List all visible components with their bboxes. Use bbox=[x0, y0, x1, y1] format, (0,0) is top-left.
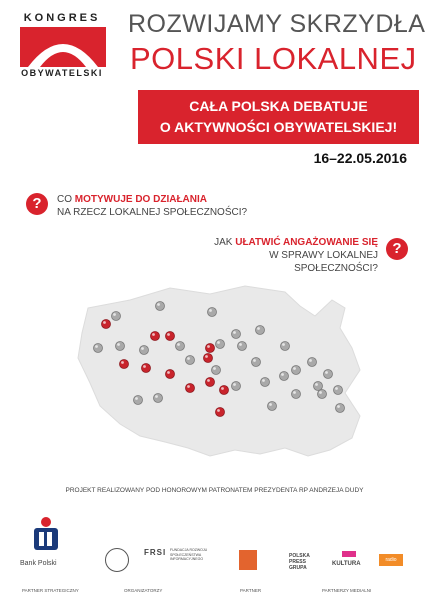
patronage-text: PROJEKT REALIZOWANY POD HONOROWYM PATRONATEM PREZYDENTA RP ANDRZEJA DUDY bbox=[65, 487, 364, 494]
question-1-pre: CO bbox=[57, 194, 75, 205]
map-pin-red bbox=[166, 332, 175, 341]
map-pin-highlight bbox=[209, 309, 212, 312]
map-pin-highlight bbox=[205, 355, 208, 358]
map-pin-grey bbox=[232, 382, 241, 391]
map-pin-highlight bbox=[309, 359, 312, 362]
map-pin-grey bbox=[314, 382, 323, 391]
map-pin-red bbox=[151, 332, 160, 341]
headline-line2: POLSKI LOKALNEJ bbox=[130, 41, 417, 76]
bank-name: Bank Polski bbox=[20, 560, 57, 567]
map-pin-highlight bbox=[233, 331, 236, 334]
map-pin-highlight bbox=[143, 365, 146, 368]
map-pin-highlight bbox=[217, 341, 220, 344]
radio-logo: radio bbox=[379, 554, 403, 566]
map-pin-highlight bbox=[337, 405, 340, 408]
map-pin-grey bbox=[324, 370, 333, 379]
map-pin-grey bbox=[186, 356, 195, 365]
map-pin-highlight bbox=[167, 371, 170, 374]
logo-arch-icon bbox=[20, 27, 106, 67]
map-pin-grey bbox=[134, 396, 143, 405]
caption-strategic: PARTNER STRATEGICZNY bbox=[22, 588, 79, 593]
question-1-line2: NA RZECZ LOKALNEJ SPOŁECZNOŚCI? bbox=[57, 207, 248, 218]
map-pin-grey bbox=[216, 340, 225, 349]
caption-organizers: ORGANIZATORZY bbox=[124, 588, 163, 593]
map-pin-grey bbox=[292, 366, 301, 375]
headline-line1: ROZWIJAMY SKRZYDŁA bbox=[128, 10, 426, 38]
banner-line1: CAŁA POLSKA DEBATUJE bbox=[189, 98, 368, 114]
question-2-pre: JAK bbox=[214, 237, 236, 248]
banner-line2: O AKTYWNOŚCI OBYWATELSKIEJ! bbox=[159, 119, 398, 135]
map-pin-grey bbox=[280, 372, 289, 381]
map-pin-red bbox=[120, 360, 129, 369]
map-pin-highlight bbox=[152, 333, 155, 336]
map-pin-red bbox=[204, 354, 213, 363]
map-pin-highlight bbox=[167, 333, 170, 336]
map-pin-highlight bbox=[121, 361, 124, 364]
pko-piggy-icon bbox=[30, 516, 62, 552]
map-pin-red bbox=[102, 320, 111, 329]
map-pin-grey bbox=[212, 366, 221, 375]
map-pin-highlight bbox=[293, 391, 296, 394]
map-pin-highlight bbox=[113, 313, 116, 316]
map-pin-red bbox=[166, 370, 175, 379]
map-pin-red bbox=[220, 386, 229, 395]
map-pin-grey bbox=[154, 394, 163, 403]
map-pin-highlight bbox=[253, 359, 256, 362]
map-pin-highlight bbox=[187, 357, 190, 360]
map-pin-red bbox=[142, 364, 151, 373]
frsi-sub: FUNDACJA ROZWOJU SPOŁECZEŃSTWA INFORMACYJNEGO bbox=[170, 548, 208, 561]
map-pin-highlight bbox=[187, 385, 190, 388]
question-mark-icon: ? bbox=[26, 193, 48, 215]
kultura-mark-icon bbox=[342, 551, 356, 557]
pko-logo bbox=[30, 516, 62, 552]
map-pin-grey bbox=[292, 390, 301, 399]
map-pin-grey bbox=[308, 358, 317, 367]
map-pin-highlight bbox=[269, 403, 272, 406]
map-pin-grey bbox=[156, 302, 165, 311]
map-pin-highlight bbox=[117, 343, 120, 346]
map-pin-highlight bbox=[335, 387, 338, 390]
question-2-line2: W SPRAWY LOKALNEJ SPOŁECZNOŚCI? bbox=[269, 250, 378, 274]
map-pin-highlight bbox=[177, 343, 180, 346]
map-pin-highlight bbox=[217, 409, 220, 412]
map-pin-grey bbox=[268, 402, 277, 411]
map-pin-grey bbox=[116, 342, 125, 351]
map-pin-highlight bbox=[239, 343, 242, 346]
map-pin-highlight bbox=[262, 379, 265, 382]
map-pin-highlight bbox=[141, 347, 144, 350]
map-pin-grey bbox=[252, 358, 261, 367]
map-pin-grey bbox=[281, 342, 290, 351]
partner-logo-icon bbox=[239, 550, 257, 570]
event-dates: 16–22.05.2016 bbox=[313, 150, 407, 166]
map-pin-highlight bbox=[257, 327, 260, 330]
map-pin-highlight bbox=[319, 391, 322, 394]
map-pin-grey bbox=[336, 404, 345, 413]
map-pin-highlight bbox=[155, 395, 158, 398]
polska-press-logo: POLSKA PRESS GRUPA bbox=[289, 553, 310, 571]
map-pin-grey bbox=[256, 326, 265, 335]
emblem-icon bbox=[105, 548, 129, 572]
map-pin-highlight bbox=[315, 383, 318, 386]
map-pin-highlight bbox=[207, 379, 210, 382]
map-pin-grey bbox=[232, 330, 241, 339]
caption-partner: PARTNER bbox=[240, 588, 262, 593]
map-pin-red bbox=[186, 384, 195, 393]
frsi-logo: FRSI bbox=[144, 548, 167, 557]
map-pin-highlight bbox=[233, 383, 236, 386]
question-mark-icon: ? bbox=[386, 238, 408, 260]
logo-top-text: KONGRES bbox=[23, 12, 101, 24]
map-pin-red bbox=[216, 408, 225, 417]
kongres-logo bbox=[10, 12, 114, 80]
map-pin-grey bbox=[238, 342, 247, 351]
map-pin-highlight bbox=[95, 345, 98, 348]
question-1-highlight: MOTYWUJE DO DZIAŁANIA bbox=[74, 194, 207, 205]
question-2-highlight: UŁATWIĆ ANGAŻOWANIE SIĘ bbox=[235, 237, 378, 248]
map-pin-grey bbox=[140, 346, 149, 355]
kultura-logo: KULTURA bbox=[332, 561, 361, 567]
map-pin-grey bbox=[112, 312, 121, 321]
map-pin-highlight bbox=[325, 371, 328, 374]
caption-media: PARTNERZY MEDIALNI bbox=[322, 588, 372, 593]
map-pin-highlight bbox=[213, 367, 216, 370]
map-pin-grey bbox=[176, 342, 185, 351]
map-pin-red bbox=[206, 378, 215, 387]
map-pin-grey bbox=[261, 378, 270, 387]
red-banner bbox=[138, 90, 419, 144]
map-pin-grey bbox=[208, 308, 217, 317]
map-pin-highlight bbox=[281, 373, 284, 376]
map-pin-highlight bbox=[282, 343, 285, 346]
question-2 bbox=[186, 236, 378, 275]
map-pin-grey bbox=[94, 344, 103, 353]
map-pin-highlight bbox=[221, 387, 224, 390]
poland-map bbox=[60, 278, 395, 463]
logo-bottom-text: OBYWATELSKI bbox=[21, 68, 103, 78]
map-pin-grey bbox=[318, 390, 327, 399]
question-1 bbox=[57, 193, 247, 219]
map-pin-highlight bbox=[207, 345, 210, 348]
map-pin-highlight bbox=[103, 321, 106, 324]
map-pin-highlight bbox=[135, 397, 138, 400]
map-pin-grey bbox=[334, 386, 343, 395]
map-pin-highlight bbox=[293, 367, 296, 370]
map-pin-red bbox=[206, 344, 215, 353]
map-pin-highlight bbox=[157, 303, 160, 306]
